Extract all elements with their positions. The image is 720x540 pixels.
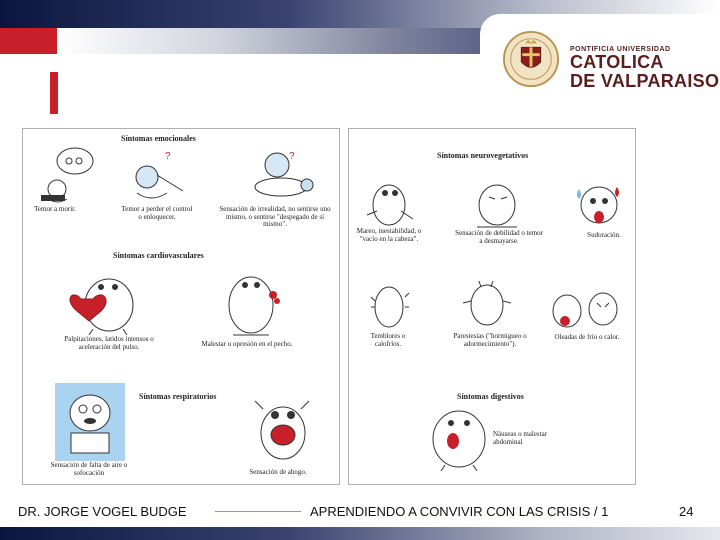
footer-title: APRENDIENDO A CONVIVIR CON LAS CRISIS / 1: [310, 504, 609, 519]
neuro-symptoms-title: Síntomas neurovegetativos: [437, 151, 529, 160]
digestive-caption-1: Náuseas o malestar abdominal: [493, 430, 548, 446]
page-number: 24: [679, 504, 694, 519]
nausea-illustration: [425, 403, 497, 471]
cardio-symptoms-title: Síntomas cardiovasculares: [113, 251, 204, 260]
respiratory-symptoms-title: Síntomas respiratorios: [139, 392, 217, 401]
shortness-of-breath-illustration: [55, 383, 125, 461]
symptoms-panel-right: [348, 128, 636, 485]
emotional-caption-2: Temor a perder el control o enloquecer.: [121, 205, 193, 221]
footer-divider: [215, 511, 301, 512]
neuro-caption-4: Temblores o calofríos.: [370, 332, 406, 348]
symptoms-panel-left: [22, 128, 340, 485]
university-seal-icon: [502, 30, 560, 88]
trembling-illustration: [367, 277, 413, 331]
neuro-caption-3: Sudoración.: [587, 231, 621, 239]
university-logo: [480, 14, 720, 116]
respiratory-caption-2: Sensación de ahogo.: [249, 468, 307, 476]
weakness-illustration: [471, 177, 525, 229]
respiratory-caption-1: Sensación de falta de aire o sofocación: [50, 461, 128, 477]
emotional-symptoms-title: Síntomas emocionales: [121, 134, 196, 143]
neuro-caption-2: Sensación de debilidad o temor a desmayarse.: [455, 229, 543, 245]
neuro-caption-1: Mareo, inestabilidad, o "vacío en la cabeza".: [356, 227, 422, 243]
chest-pain-illustration: [219, 265, 289, 337]
header-red-block: [0, 28, 57, 54]
hot-cold-flashes-illustration: [547, 289, 625, 333]
svg-text:?: ?: [165, 151, 171, 162]
neuro-caption-5: Parestesias ("hormigueo o adormecimiento").: [453, 332, 527, 348]
university-name-line2: CATOLICA: [570, 52, 664, 72]
footer-author: DR. JORGE VOGEL BUDGE: [18, 504, 187, 519]
sweating-illustration: [571, 177, 629, 229]
footer-band: [0, 527, 720, 540]
fear-of-dying-illustration: [35, 145, 95, 205]
loss-of-control-illustration: [127, 149, 189, 204]
emotional-caption-3: Sensación de irrealidad, no sentirse uno mismo, o sentirse "despegado de sí mismo".: [219, 205, 331, 228]
emotional-caption-1: Temor a morir.: [34, 205, 76, 213]
cardio-caption-2: Malestar u opresión en el pecho.: [201, 340, 293, 348]
university-name: [570, 46, 719, 90]
svg-text:?: ?: [289, 151, 295, 162]
unreality-illustration: [245, 145, 321, 203]
university-name-line3: DE VALPARAISO: [570, 71, 720, 91]
palpitations-illustration: [67, 265, 147, 337]
title-accent-bar: [50, 72, 58, 114]
digestive-symptoms-title: Síntomas digestivos: [457, 392, 524, 401]
university-name-line1: PONTIFICIA UNIVERSIDAD: [570, 46, 671, 53]
neuro-caption-6: Oleadas de frío o calor.: [554, 333, 620, 341]
cardio-caption-1: Palpitaciones, latidos intensos o aceleración del pulso.: [64, 335, 154, 351]
choking-illustration: [251, 397, 313, 467]
dizziness-illustration: [363, 171, 415, 229]
paresthesia-illustration: [459, 275, 515, 329]
